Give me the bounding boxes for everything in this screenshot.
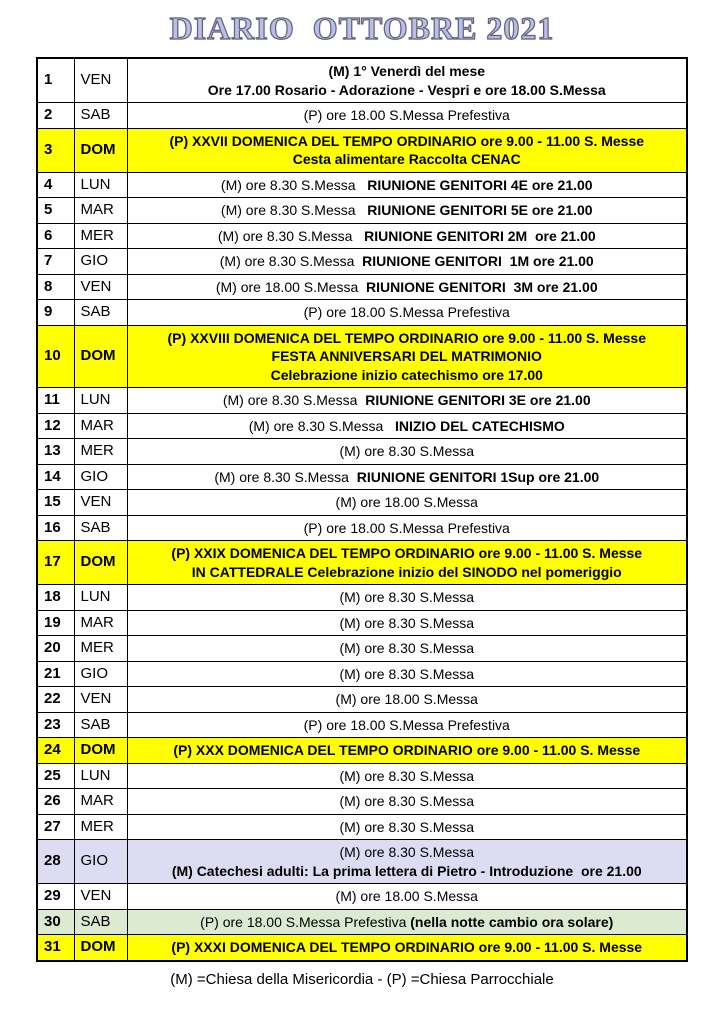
event-cell [127, 585, 687, 611]
event-line [132, 741, 683, 760]
table-row-day-26 [37, 789, 687, 815]
weekday-cell: GIO [74, 249, 127, 275]
table-row-day-18 [37, 585, 687, 611]
event-line [132, 417, 683, 436]
event-line [132, 792, 683, 811]
day-number-cell: 16 [37, 515, 74, 541]
table-row-day-5 [37, 198, 687, 224]
event-text-segment: RIUNIONE GENITORI 2M ore 21.00 [364, 227, 596, 244]
event-line [132, 716, 683, 735]
event-line [132, 81, 683, 100]
table-row-day-1 [37, 58, 687, 103]
event-line [132, 665, 683, 684]
event-text-segment: (P) XXX DOMENICA DEL TEMPO ORDINARIO ore 9.00 - 11.00 S. Messe [173, 742, 641, 758]
event-text-segment: RIUNIONE GENITORI 1Sup ore 21.00 [356, 468, 600, 485]
event-text-segment: (M) ore 8.30 S.Messa [339, 640, 475, 656]
day-number-cell: 23 [37, 712, 74, 738]
event-text-segment: (M) ore 18.00 S.Messa [215, 278, 367, 295]
event-cell [127, 636, 687, 662]
day-number-cell: 11 [37, 388, 74, 414]
table-row-day-22 [37, 687, 687, 713]
event-cell [127, 325, 687, 388]
day-number-cell: 27 [37, 814, 74, 840]
day-number-cell: 29 [37, 884, 74, 910]
day-number-cell: 19 [37, 610, 74, 636]
event-text-segment: (M) Catechesi adulti: La prima lettera di Pietro - Introduzione ore 21.00 [171, 862, 642, 879]
event-cell [127, 388, 687, 414]
event-text-segment: (P) ore 18.00 S.Messa Prefestiva [303, 304, 510, 320]
event-text-segment: Ore 17.00 Rosario - Adorazione - Vespri e ore 18.00 S.Messa [207, 81, 606, 98]
day-number-cell: 17 [37, 541, 74, 585]
event-line [132, 227, 683, 246]
table-row-day-7 [37, 249, 687, 275]
weekday-cell: MER [74, 636, 127, 662]
event-cell [127, 103, 687, 129]
event-text-segment: (P) XXIX DOMENICA DEL TEMPO ORDINARIO ore 9.00 - 11.00 S. Messe [171, 545, 643, 561]
table-row-day-27 [37, 814, 687, 840]
day-number-cell: 3 [37, 128, 74, 172]
calendar-table [36, 57, 688, 962]
event-text-segment: (M) ore 8.30 S.Messa [339, 818, 475, 835]
table-row-day-20 [37, 636, 687, 662]
event-cell [127, 884, 687, 910]
weekday-cell: DOM [74, 325, 127, 388]
table-row-day-23 [37, 712, 687, 738]
event-line [132, 150, 683, 169]
day-number-cell: 13 [37, 439, 74, 465]
day-number-cell: 4 [37, 172, 74, 198]
event-text-segment: (P) XXXI DOMENICA DEL TEMPO ORDINARIO ore 9.00 - 11.00 S. Messe [171, 939, 643, 955]
event-cell [127, 249, 687, 275]
event-line [132, 767, 683, 786]
event-text-segment: (M) ore 8.30 S.Messa [339, 793, 475, 809]
day-number-cell: 2 [37, 103, 74, 129]
event-text-segment: (M) ore 8.30 S.Messa [339, 614, 475, 631]
event-cell [127, 712, 687, 738]
event-text-segment: RIUNIONE GENITORI 4E ore 21.00 [367, 176, 593, 193]
weekday-cell: VEN [74, 58, 127, 103]
event-line [132, 391, 683, 410]
weekday-cell: DOM [74, 935, 127, 961]
table-row-day-17 [37, 541, 687, 585]
event-line [132, 843, 683, 862]
event-cell [127, 413, 687, 439]
table-row-day-31 [37, 935, 687, 961]
day-number-cell: 1 [37, 58, 74, 103]
event-text-segment: RIUNIONE GENITORI 3M ore 21.00 [366, 278, 598, 295]
table-row-day-30 [37, 909, 687, 935]
event-text-segment: (P) ore 18.00 S.Messa Prefestiva [200, 913, 411, 930]
event-text-segment: (M) ore 8.30 S.Messa [220, 202, 368, 218]
event-text-segment: RIUNIONE GENITORI 1M ore 21.00 [362, 253, 594, 269]
event-text-segment: RIUNIONE GENITORI 5E ore 21.00 [367, 202, 593, 218]
table-row-day-19 [37, 610, 687, 636]
event-cell [127, 172, 687, 198]
event-text-segment: (M) 1° Venerdì del mese [328, 63, 486, 79]
event-cell [127, 198, 687, 224]
day-number-cell: 12 [37, 413, 74, 439]
event-line [132, 639, 683, 658]
weekday-cell: LUN [74, 585, 127, 611]
event-cell [127, 814, 687, 840]
event-line [132, 862, 683, 881]
event-text-segment: (M) ore 18.00 S.Messa [335, 494, 478, 510]
event-line [132, 818, 683, 837]
event-line [132, 938, 683, 957]
table-row-day-16 [37, 515, 687, 541]
table-row-day-3 [37, 128, 687, 172]
weekday-cell: DOM [74, 128, 127, 172]
day-number-cell: 30 [37, 909, 74, 935]
event-cell [127, 439, 687, 465]
event-line [132, 347, 683, 366]
weekday-cell: MAR [74, 413, 127, 439]
weekday-cell: MER [74, 814, 127, 840]
weekday-cell: VEN [74, 490, 127, 516]
weekday-cell: LUN [74, 172, 127, 198]
weekday-cell: DOM [74, 541, 127, 585]
weekday-cell: SAB [74, 103, 127, 129]
table-row-day-25 [37, 763, 687, 789]
event-text-segment: (P) XXVIII DOMENICA DEL TEMPO ORDINARIO ore 9.00 - 11.00 S. Messe [167, 329, 646, 346]
day-number-cell: 9 [37, 300, 74, 326]
event-text-segment: FESTA ANNIVERSARI DEL MATRIMONIO [271, 348, 542, 364]
event-text-segment: (M) ore 18.00 S.Messa [335, 691, 478, 707]
event-cell [127, 763, 687, 789]
weekday-cell: MAR [74, 198, 127, 224]
event-line [132, 303, 683, 322]
table-row-day-14 [37, 464, 687, 490]
event-line [132, 62, 683, 81]
event-cell [127, 464, 687, 490]
day-number-cell: 8 [37, 274, 74, 300]
event-cell [127, 687, 687, 713]
day-number-cell: 25 [37, 763, 74, 789]
day-number-cell: 21 [37, 661, 74, 687]
table-row-day-29 [37, 884, 687, 910]
event-text-segment: (M) ore 8.30 S.Messa [214, 468, 357, 485]
event-text-segment: (nella notte cambio ora solare) [410, 913, 614, 930]
weekday-cell: SAB [74, 515, 127, 541]
day-number-cell: 24 [37, 738, 74, 764]
event-line [132, 519, 683, 538]
event-text-segment: (M) ore 8.30 S.Messa [220, 176, 368, 193]
event-line [132, 106, 683, 125]
table-row-day-24 [37, 738, 687, 764]
table-row-day-2 [37, 103, 687, 129]
event-text-segment: (M) ore 8.30 S.Messa [339, 844, 475, 860]
event-line [132, 366, 683, 385]
weekday-cell: SAB [74, 300, 127, 326]
weekday-cell: MAR [74, 789, 127, 815]
event-cell [127, 490, 687, 516]
event-text-segment: Celebrazione inizio catechismo ore 17.00 [270, 366, 543, 383]
event-line [132, 614, 683, 633]
weekday-cell: VEN [74, 884, 127, 910]
weekday-cell: GIO [74, 464, 127, 490]
weekday-cell: SAB [74, 712, 127, 738]
weekday-cell: VEN [74, 274, 127, 300]
day-number-cell: 7 [37, 249, 74, 275]
event-line [132, 329, 683, 348]
weekday-cell: MER [74, 439, 127, 465]
day-number-cell: 5 [37, 198, 74, 224]
weekday-cell: LUN [74, 763, 127, 789]
event-line [132, 468, 683, 487]
event-text-segment: (M) ore 8.30 S.Messa [217, 227, 365, 244]
event-text-segment: (M) ore 8.30 S.Messa [219, 253, 363, 269]
event-cell [127, 58, 687, 103]
event-line [132, 442, 683, 461]
event-line [132, 493, 683, 512]
weekday-cell: MER [74, 223, 127, 249]
day-number-cell: 14 [37, 464, 74, 490]
event-line [132, 132, 683, 151]
table-row-day-8 [37, 274, 687, 300]
table-row-day-28 [37, 840, 687, 884]
table-row-day-21 [37, 661, 687, 687]
event-text-segment: (M) ore 8.30 S.Messa [248, 417, 395, 434]
event-text-segment: (M) ore 18.00 S.Messa [335, 888, 478, 904]
event-cell [127, 909, 687, 935]
event-line [132, 176, 683, 195]
event-cell [127, 935, 687, 961]
event-cell [127, 515, 687, 541]
event-line [132, 913, 683, 932]
event-text-segment: (M) ore 8.30 S.Messa [222, 392, 366, 408]
weekday-cell: DOM [74, 738, 127, 764]
table-row-day-10 [37, 325, 687, 388]
event-line [132, 588, 683, 607]
event-line [132, 690, 683, 709]
day-number-cell: 10 [37, 325, 74, 388]
day-number-cell: 26 [37, 789, 74, 815]
table-row-day-4 [37, 172, 687, 198]
day-number-cell: 18 [37, 585, 74, 611]
event-cell [127, 541, 687, 585]
table-row-day-6 [37, 223, 687, 249]
table-row-day-13 [37, 439, 687, 465]
weekday-cell: GIO [74, 840, 127, 884]
table-row-day-11 [37, 388, 687, 414]
weekday-cell: GIO [74, 661, 127, 687]
event-text-segment: (P) ore 18.00 S.Messa Prefestiva [303, 107, 510, 123]
event-line [132, 544, 683, 563]
footer-legend: (M) =Chiesa della Misericordia - (P) =Chiesa Parrocchiale [170, 970, 554, 988]
day-number-cell: 31 [37, 935, 74, 961]
event-line [132, 563, 683, 582]
event-text-segment: INIZIO DEL CATECHISMO [394, 417, 565, 434]
event-cell [127, 789, 687, 815]
event-line [132, 278, 683, 297]
table-row-day-15 [37, 490, 687, 516]
day-number-cell: 22 [37, 687, 74, 713]
weekday-cell: VEN [74, 687, 127, 713]
event-line [132, 887, 683, 906]
event-text-segment: (P) ore 18.00 S.Messa Prefestiva [303, 519, 510, 536]
calendar-table-body [37, 58, 687, 961]
day-number-cell: 20 [37, 636, 74, 662]
weekday-cell: SAB [74, 909, 127, 935]
event-line [132, 252, 683, 271]
event-cell [127, 610, 687, 636]
event-text-segment: IN CATTEDRALE Celebrazione inizio del SINODO nel pomeriggio [191, 563, 622, 580]
event-line [132, 201, 683, 220]
event-cell [127, 840, 687, 884]
event-cell [127, 738, 687, 764]
event-text-segment: (P) XXVII DOMENICA DEL TEMPO ORDINARIO ore 9.00 - 11.00 S. Messe [169, 132, 645, 149]
event-cell [127, 128, 687, 172]
event-text-segment: (M) ore 8.30 S.Messa [339, 443, 475, 459]
event-cell [127, 300, 687, 326]
table-row-day-9 [37, 300, 687, 326]
weekday-cell: LUN [74, 388, 127, 414]
day-number-cell: 15 [37, 490, 74, 516]
event-text-segment: (M) ore 8.30 S.Messa [339, 767, 475, 784]
event-text-segment: (M) ore 8.30 S.Messa [339, 589, 475, 605]
event-text-segment: (P) ore 18.00 S.Messa Prefestiva [303, 716, 510, 733]
event-cell [127, 661, 687, 687]
day-number-cell: 6 [37, 223, 74, 249]
event-text-segment: RIUNIONE GENITORI 3E ore 21.00 [365, 392, 591, 408]
event-cell [127, 223, 687, 249]
weekday-cell: MAR [74, 610, 127, 636]
event-text-segment: Cesta alimentare Raccolta CENAC [292, 151, 521, 167]
event-text-segment: (M) ore 8.30 S.Messa [339, 665, 475, 682]
day-number-cell: 28 [37, 840, 74, 884]
table-row-day-12 [37, 413, 687, 439]
page-title: DIARIO OTTOBRE 2021 [169, 10, 555, 46]
event-cell [127, 274, 687, 300]
